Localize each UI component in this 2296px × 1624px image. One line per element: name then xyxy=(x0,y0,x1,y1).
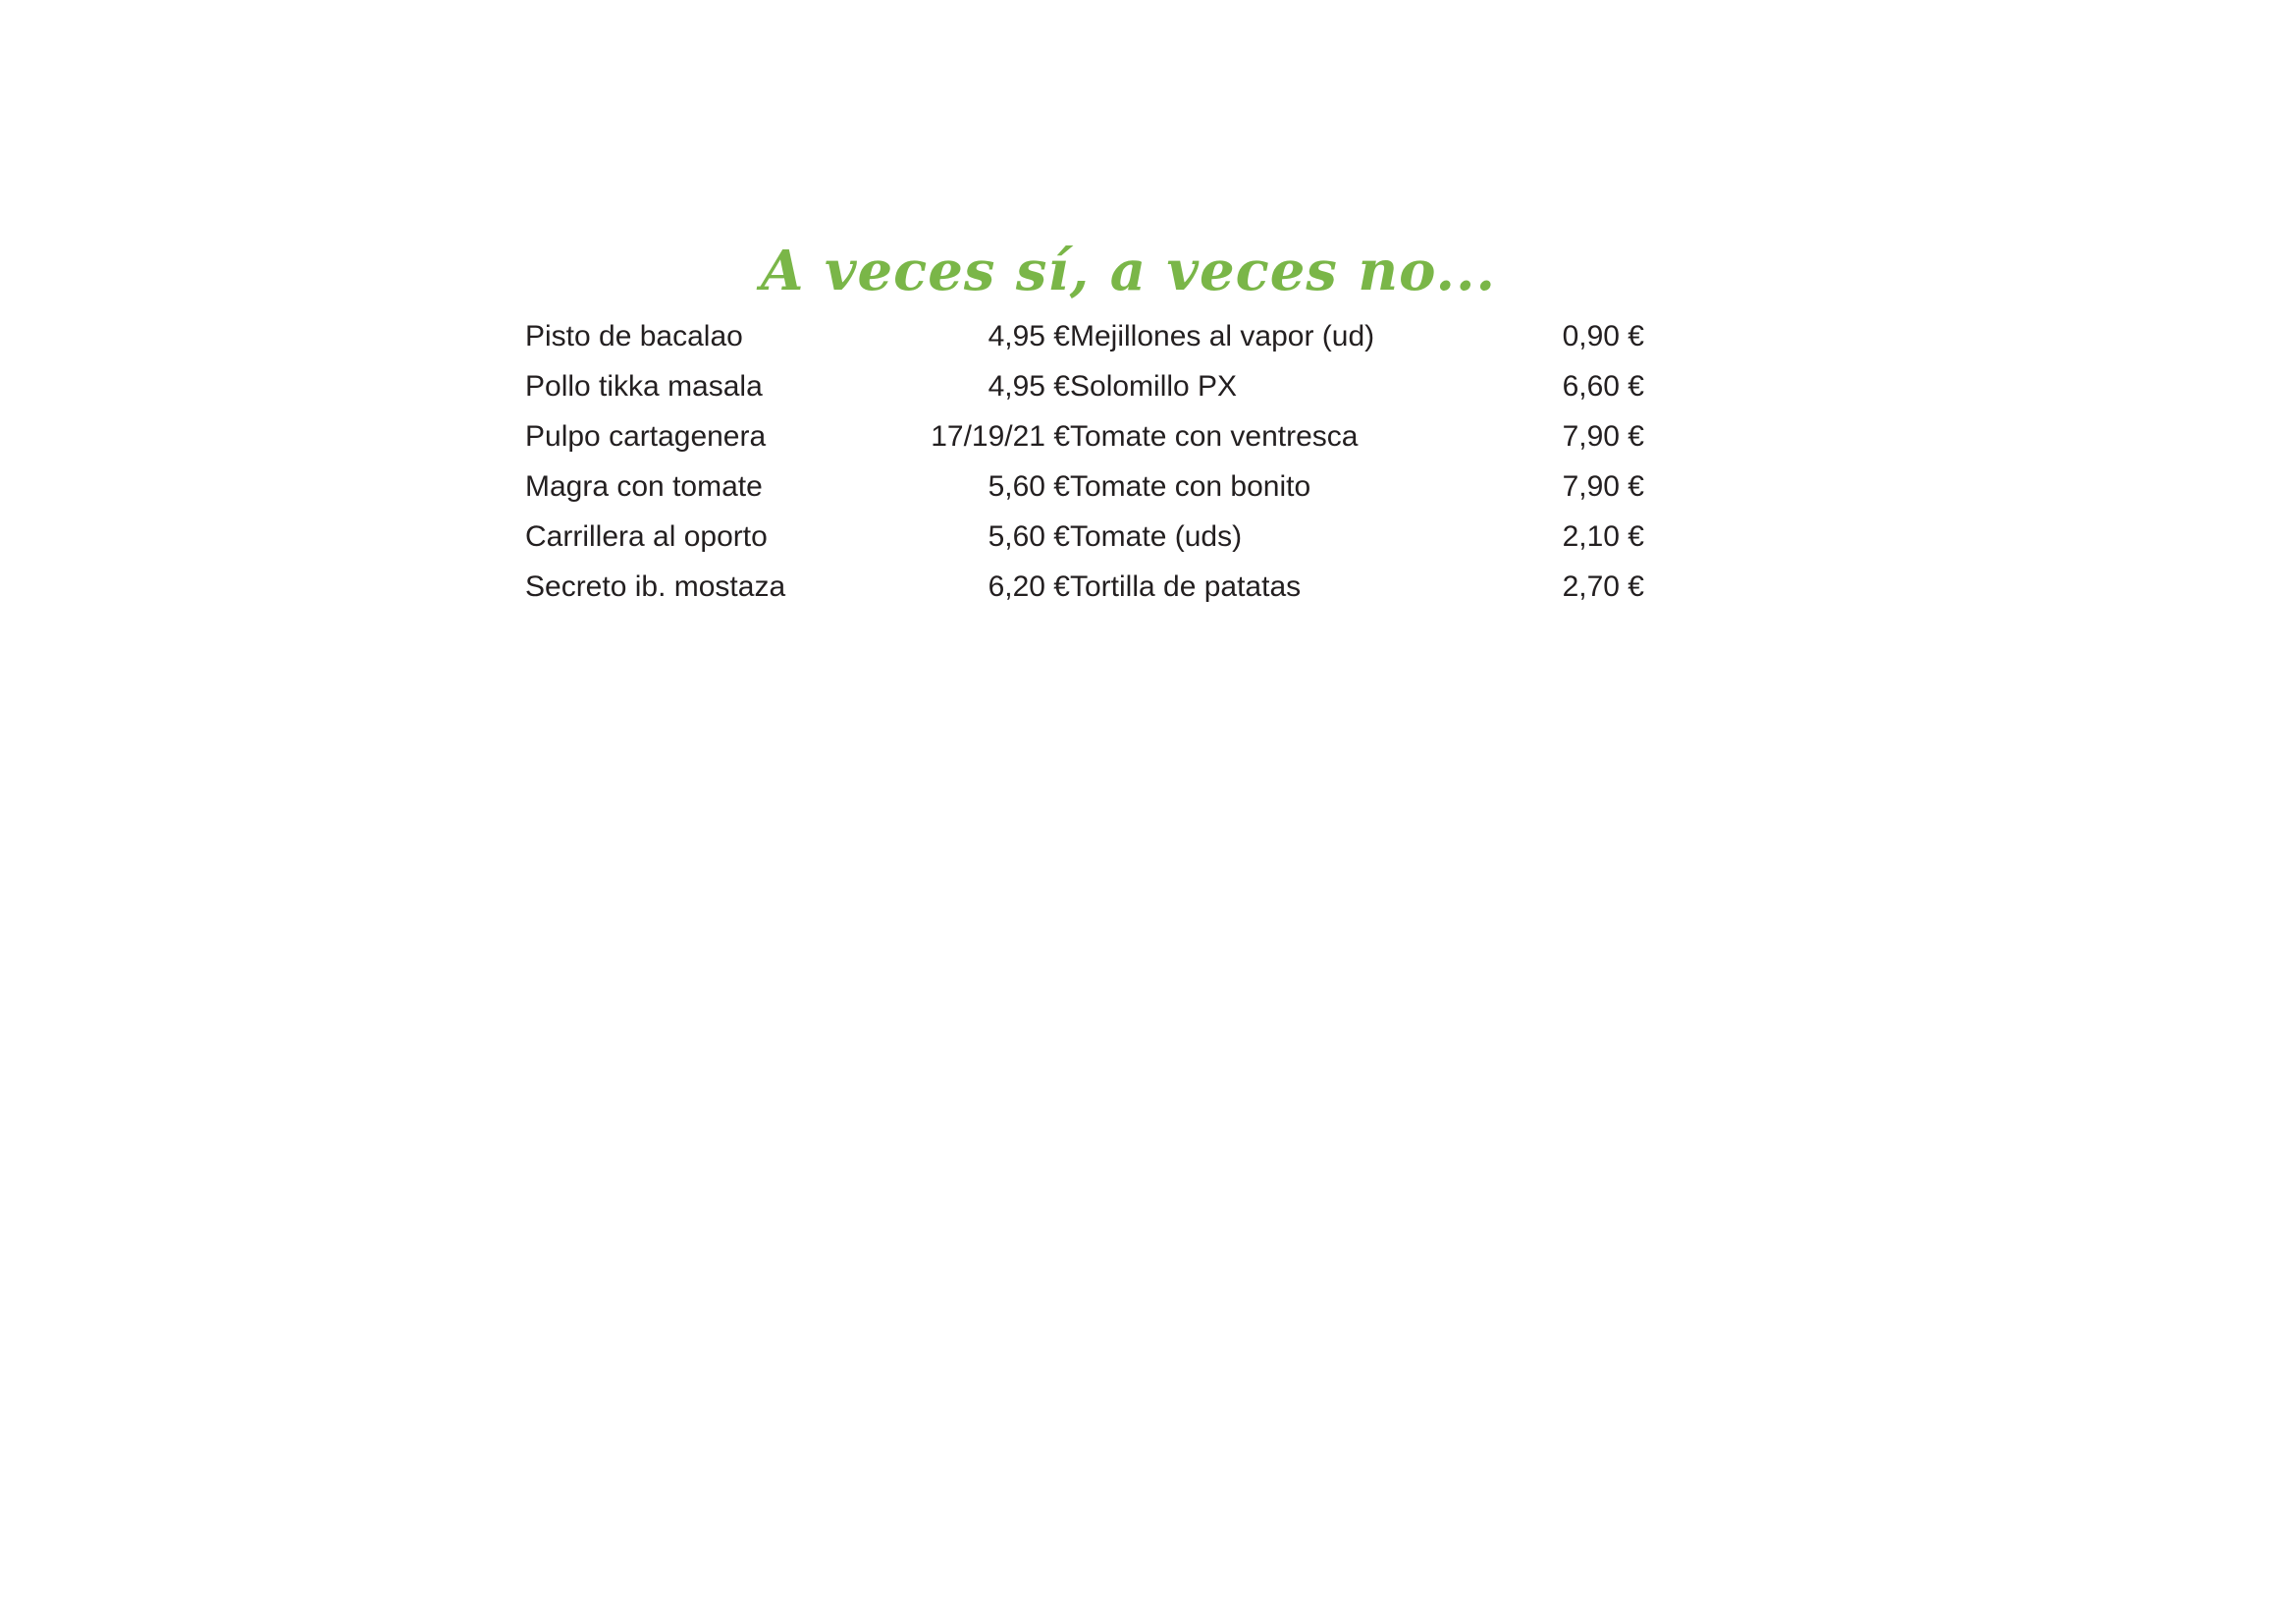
menu-item-name: Solomillo PX xyxy=(1070,369,1238,403)
page-title: A veces sí, a veces no... xyxy=(761,239,1496,303)
menu-table xyxy=(525,311,1644,612)
table-row xyxy=(525,311,1644,361)
menu-item-name: Pisto de bacalao xyxy=(525,319,743,352)
menu-item-price: 7,90 € xyxy=(1562,419,1644,453)
menu-item-name: Tomate con bonito xyxy=(1070,469,1311,503)
menu-item-name: Pulpo cartagenera xyxy=(525,419,767,453)
menu-item-name: Tortilla de patatas xyxy=(1070,569,1302,603)
menu-item-name: Secreto ib. mostaza xyxy=(525,569,786,603)
menu-item-name: Magra con tomate xyxy=(525,469,763,503)
menu-item-name: Carrillera al oporto xyxy=(525,519,768,553)
menu-item-price: 4,95 € xyxy=(988,319,1070,352)
menu-item-name: Mejillones al vapor (ud) xyxy=(1070,319,1375,352)
menu-item-price: 6,60 € xyxy=(1562,369,1644,403)
menu-item-price: 6,20 € xyxy=(988,569,1070,603)
menu-item-price: 0,90 € xyxy=(1562,319,1644,352)
menu-item-price: 5,60 € xyxy=(988,469,1070,503)
menu-item-price: 5,60 € xyxy=(988,519,1070,553)
menu-item-name: Pollo tikka masala xyxy=(525,369,763,403)
menu-item-price: 7,90 € xyxy=(1562,469,1644,503)
menu-item-name: Tomate con ventresca xyxy=(1070,419,1359,453)
table-row xyxy=(525,562,1644,612)
table-row xyxy=(525,461,1644,512)
menu-item-name: Tomate (uds) xyxy=(1070,519,1243,553)
menu-item-price: 2,70 € xyxy=(1562,569,1644,603)
table-row xyxy=(525,361,1644,411)
menu-item-price: 4,95 € xyxy=(988,369,1070,403)
table-row xyxy=(525,411,1644,461)
menu-item-price: 17/19/21 € xyxy=(931,419,1070,453)
menu-item-price: 2,10 € xyxy=(1562,519,1644,553)
table-row xyxy=(525,512,1644,562)
